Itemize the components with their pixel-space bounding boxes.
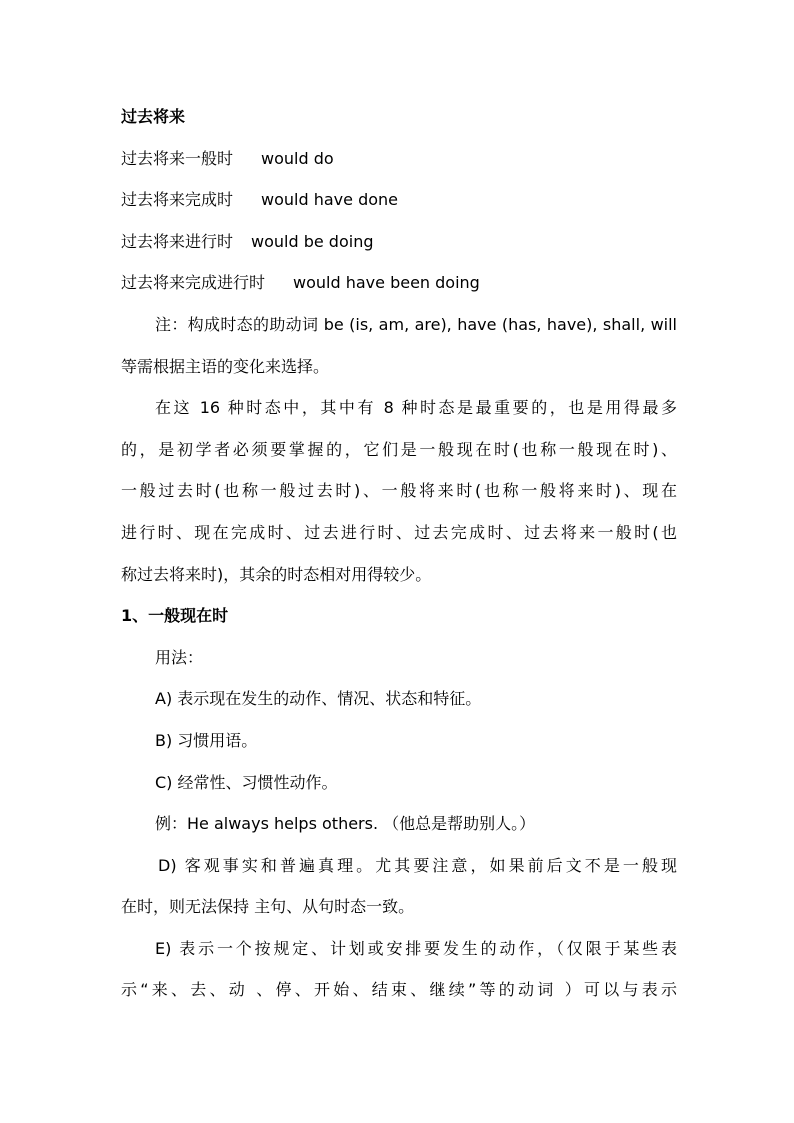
summary-line: 在这 16 种时态中，其中有 8 种时态是最重要的，也是用得最多: [155, 398, 677, 418]
summary-line: 一般过去时(也称一般过去时)、一般将来时(也称一般将来时)、现在: [121, 481, 677, 501]
tense-form: would do: [261, 148, 334, 168]
tense-row: [121, 179, 677, 221]
usage-item: B) 习惯用语。: [155, 730, 258, 750]
summary-line: 的，是初学者必须要掌握的，它们是一般现在时(也称一般现在时)、: [121, 439, 677, 459]
usage-item-d-cont: 在时，则无法保持 主句、从句时态一致。: [121, 897, 415, 917]
tense-name: 过去将来完成时: [121, 190, 234, 210]
usage-item: A) 表示现在发生的动作、情况、状态和特征。: [155, 689, 482, 709]
usage-item-e: E) 表示一个按规定、计划或安排要发生的动作，（仅限于某些表: [155, 938, 677, 958]
tense-form: would have done: [261, 190, 398, 210]
tense-row: [121, 262, 677, 304]
tense-name: 过去将来完成进行时: [121, 273, 266, 293]
tense-name: 过去将来一般时: [121, 148, 234, 168]
tense-row: [121, 221, 677, 263]
example-line: 例：He always helps others. （他总是帮助别人。）: [155, 814, 536, 834]
heading-past-future: 过去将来: [121, 107, 186, 126]
note-line: 注：构成时态的助动词 be (is, am, are), have (has, have), shall, will: [155, 314, 677, 334]
usage-item: C) 经常性、习惯性动作。: [155, 772, 338, 792]
summary-line: 称过去将来时)，其余的时态相对用得较少。: [121, 564, 432, 584]
tense-name: 过去将来进行时: [121, 231, 234, 251]
tense-form: would be doing: [251, 231, 374, 251]
document-page: [121, 96, 677, 1011]
usage-label: 用法：: [155, 647, 204, 667]
summary-line: 进行时、现在完成时、过去进行时、过去完成时、过去将来一般时(也: [121, 522, 677, 542]
usage-item-d: D) 客观事实和普遍真理。尤其要注意，如果前后文不是一般现: [158, 855, 677, 875]
note-line: 等需根据主语的变化来选择。: [121, 356, 330, 376]
tense-form: would have been doing: [293, 273, 480, 293]
section-title: 1、一般现在时: [121, 606, 229, 626]
tense-row: [121, 138, 677, 180]
usage-item-e-cont: 示“来、去、动 、停、开始、结束、继续”等的动词 ）可以与表示: [121, 980, 677, 1000]
